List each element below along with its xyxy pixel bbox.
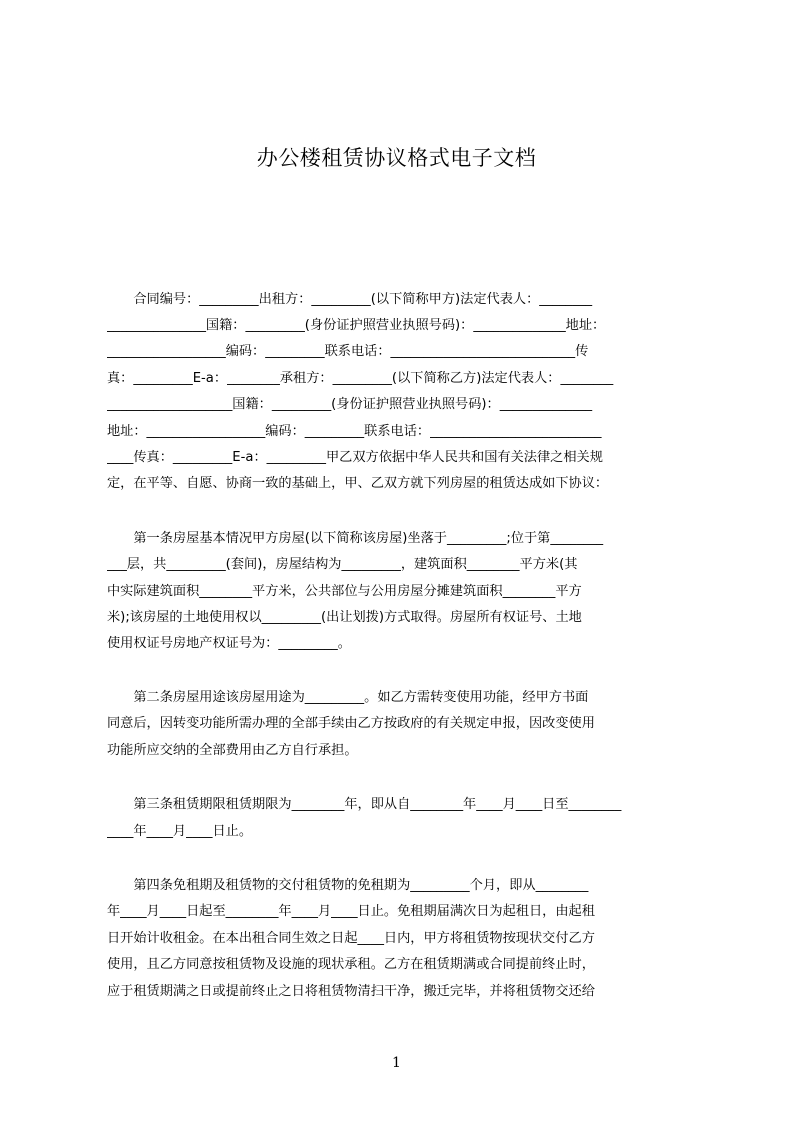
body-line: 使用权证号房地产权证号为：_________。	[107, 636, 351, 651]
body-line: 地址：__________________编码：_________联系电话：__________________________	[107, 424, 602, 439]
body-line: 第一条房屋基本情况甲方房屋(以下简称该房屋)坐落于_________;位于第________	[107, 531, 604, 546]
body-line: 中实际建筑面积________平方米，公共部位与公用房屋分摊建筑面积________平方	[107, 584, 582, 599]
body-line: ____传真：_________E-a：_________甲乙双方依据中华人民共和国有关法律之相关规	[107, 450, 603, 465]
body-line: 使用，且乙方同意按租赁物及设施的现状承租。乙方在租赁期满或合同提前终止时，	[107, 957, 595, 972]
page-number: 1	[392, 1055, 401, 1071]
body-line: 年____月____日起至________年____月____日止。免租期届满次日为起租日，由起租	[107, 904, 595, 919]
body-line: 功能所应交纳的全部费用由乙方自行承担。	[107, 743, 358, 758]
body-line: _______________国籍：_________(身份证护照营业执照号码)：______________地址：	[107, 318, 606, 333]
body-line: 同意后，因转变功能所需办理的全部手续由乙方按政府的有关规定申报，因改变使用	[107, 716, 595, 731]
body-line: __________________编码：_________联系电话：____________________________传	[107, 344, 589, 359]
body-line: 第三条租赁期限租赁期限为________年，即从自________年____月____日至________	[107, 797, 622, 812]
body-line: 第二条房屋用途该房屋用途为_________。如乙方需转变使用功能，经甲方书面	[107, 690, 589, 705]
body-line: 日开始计收租金。在本出租合同生效之日起____日内，甲方将租赁物按现状交付乙方	[107, 931, 595, 946]
body-line: 定，在平等、自愿、协商一致的基础上，甲、乙双方就下列房屋的租赁达成如下协议：	[107, 476, 609, 491]
body-line: 合同编号：_________出租方：_________(以下简称甲方)法定代表人：________	[107, 292, 593, 307]
body-line: 第四条免租期及租赁物的交付租赁物的免租期为_________个月，即从________	[107, 878, 589, 893]
body-line: ___层，共_________(套间)，房屋结构为_________，建筑面积________平方米(其	[107, 557, 578, 572]
body-line: 真：_________E-a：________承租方：_________(以下简称乙方)法定代表人：________	[107, 371, 614, 386]
body-line: ____年____月____日止。	[107, 824, 253, 839]
body-line: 应于租赁期满之日或提前终止之日将租赁物清扫干净，搬迁完毕，并将租赁物交还给	[107, 984, 595, 999]
document-title: 办公楼租赁协议格式电子文档	[256, 146, 537, 170]
body-line: 米);该房屋的土地使用权以_________(出让划拨)方式取得。房屋所有权证号、土地	[107, 610, 582, 625]
body-line: ___________________国籍：_________(身份证护照营业执照号码)：______________	[107, 397, 593, 412]
